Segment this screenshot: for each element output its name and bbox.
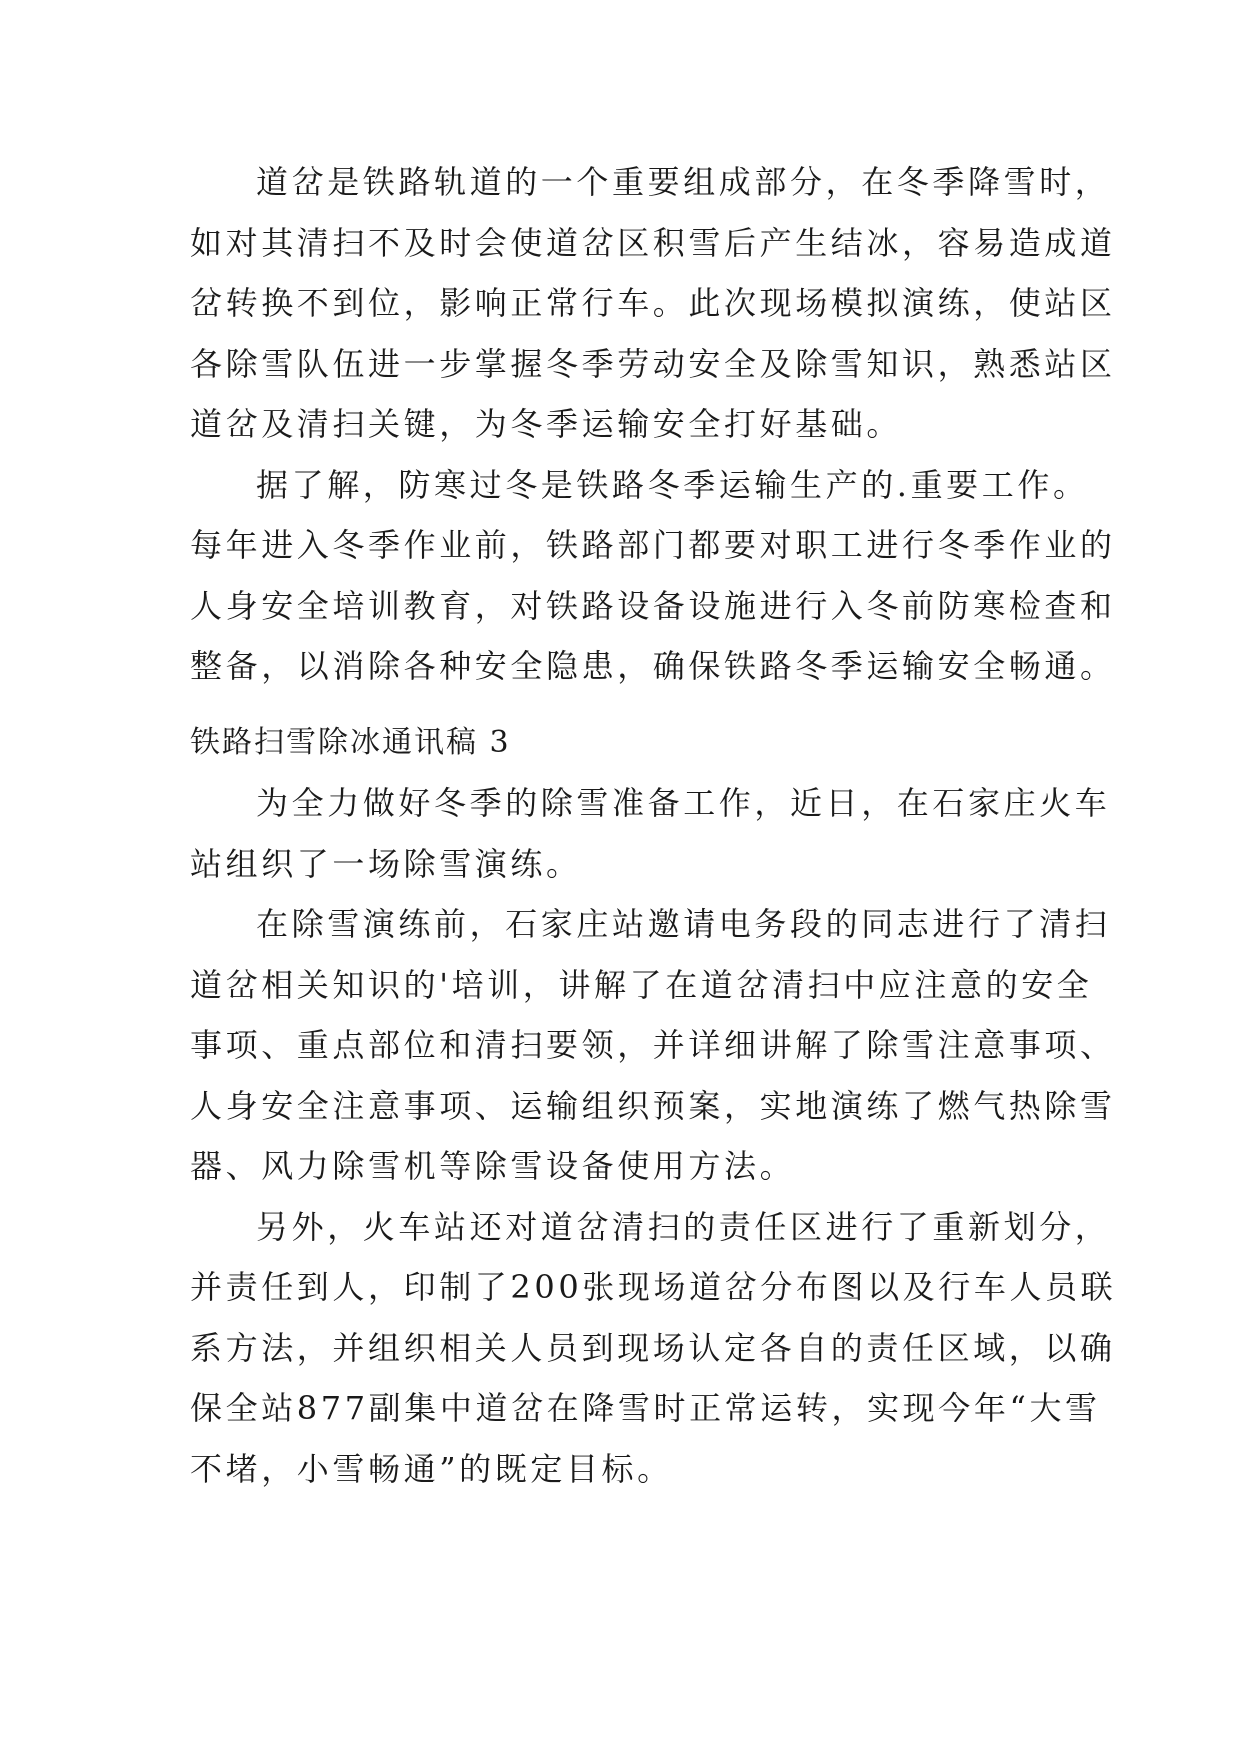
text-line: 各除雪队伍进一步掌握冬季劳动安全及除雪知识，熟悉站区 bbox=[190, 344, 1116, 383]
text-line: 系方法，并组织相关人员到现场认定各自的责任区域，以确 bbox=[190, 1328, 1116, 1367]
paragraph bbox=[190, 1197, 1117, 1500]
text-line: 人身安全培训教育，对铁路设备设施进行入冬前防寒检查和 bbox=[190, 586, 1116, 625]
text-line: 并责任到人，印制了200张现场道岔分布图以及行车人员联 bbox=[190, 1268, 1117, 1306]
text-line: 另外，火车站还对道岔清扫的责任区进行了重新划分， bbox=[256, 1207, 1111, 1246]
text-line: 站组织了一场除雪演练。 bbox=[190, 844, 582, 883]
text-line: 在除雪演练前，石家庄站邀请电务段的同志进行了清扫 bbox=[256, 905, 1111, 943]
text-line: 保全站877副集中道岔在降雪时正常运转，实现今年“大雪 bbox=[190, 1389, 1101, 1427]
text-line: 事项、重点部位和清扫要领，并详细讲解了除雪注意事项、 bbox=[190, 1026, 1116, 1064]
paragraph bbox=[190, 773, 1111, 894]
paragraph bbox=[190, 152, 1116, 455]
text-line: 整备，以消除各种安全隐患，确保铁路冬季运输安全畅通。 bbox=[190, 647, 1116, 685]
text-line: 器、风力除雪机等除雪设备使用方法。 bbox=[190, 1147, 796, 1185]
text-line: 道岔相关知识的'培训，讲解了在道岔清扫中应注意的安全 bbox=[190, 965, 1093, 1004]
text-line: 道岔是铁路轨道的一个重要组成部分，在冬季降雪时， bbox=[256, 163, 1111, 201]
text-line: 每年进入冬季作业前，铁路部门都要对职工进行冬季作业的 bbox=[190, 526, 1116, 564]
document-body bbox=[190, 152, 1117, 1499]
text-line: 据了解，防寒过冬是铁路冬季运输生产的.重要工作。 bbox=[256, 465, 1089, 504]
text-line: 为全力做好冬季的除雪准备工作，近日，在石家庄火车 bbox=[256, 784, 1111, 822]
section-title: 铁路扫雪除冰通讯稿 3 bbox=[190, 724, 511, 760]
text-line: 人身安全注意事项、运输组织预案，实地演练了燃气热除雪 bbox=[190, 1086, 1116, 1125]
text-line: 不堵，小雪畅通”的既定目标。 bbox=[190, 1449, 673, 1488]
text-line: 岔转换不到位，影响正常行车。此次现场模拟演练，使站区 bbox=[190, 284, 1116, 322]
text-line: 道岔及清扫关键，为冬季运输安全打好基础。 bbox=[190, 405, 903, 443]
text-line: 如对其清扫不及时会使道岔区积雪后产生结冰，容易造成道 bbox=[190, 223, 1116, 262]
paragraph bbox=[190, 894, 1116, 1197]
paragraph bbox=[190, 455, 1116, 697]
